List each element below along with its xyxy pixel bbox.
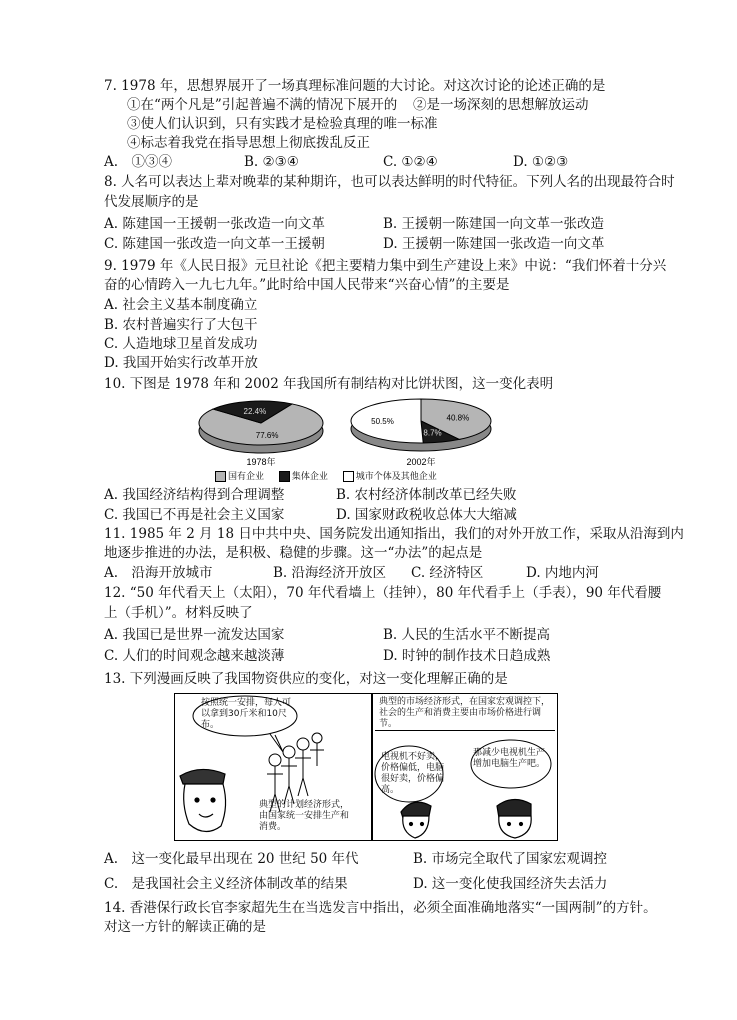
cartoon-right-bubble-1: 电视机不好卖，价格偏低，电脑很好卖，价格偏高。 bbox=[381, 752, 445, 795]
q7-statement-2: ②是一场深刻的思想解放运动 bbox=[413, 97, 589, 113]
q8-stem-line2: 代发展顺序的是 bbox=[104, 194, 199, 210]
q11-option-a: A. 沿海开放城市 bbox=[104, 565, 213, 581]
pie-2002-label-2: 50.5% bbox=[371, 417, 394, 427]
pie-1978-year: 1978年 bbox=[246, 457, 276, 467]
q13-option-a: A. 这一变化最早出现在 20 世纪 50 年代 bbox=[104, 851, 359, 867]
q8-stem-line1: 8. 人名可以表达上辈对晚辈的某种期许，也可以表达鲜明的时代特征。下列人名的出现最符合时 bbox=[104, 174, 675, 190]
q10-option-b: B. 农村经济体制改革已经失败 bbox=[336, 487, 517, 503]
q13-option-b: B. 市场完全取代了国家宏观调控 bbox=[413, 851, 608, 867]
legend-label-private: 城市个体及其他企业 bbox=[355, 472, 437, 482]
q11-stem-line2: 地逐步推进的办法，是积极、稳健的步骤。这一“办法”的起点是 bbox=[104, 545, 483, 561]
legend-swatch-private bbox=[343, 471, 354, 482]
q9-option-d: D. 我国开始实行改革开放 bbox=[104, 355, 258, 371]
q9-option-c: C. 人造地球卫星首发成功 bbox=[104, 336, 258, 352]
q7-stem: 7. 1978 年，思想界展开了一场真理标准问题的大讨论。对这次讨论的论述正确的是 bbox=[104, 78, 606, 94]
legend-swatch-state bbox=[215, 471, 226, 482]
q9-stem-line2: 奋的心情跨入一九七九年。”此时给中国人民带来“兴奋心情”的主要是 bbox=[104, 277, 510, 293]
ownership-pie-chart bbox=[195, 393, 515, 469]
q13-option-d: D. 这一变化使我国经济失去活力 bbox=[413, 876, 608, 892]
cartoon-left-caption: 典型的计划经济形式，由国家统一安排生产和消费。 bbox=[259, 800, 350, 832]
q12-option-b: B. 人民的生活水平不断提高 bbox=[383, 627, 551, 643]
q11-stem-line1: 11. 1985 年 2 月 18 日中共中央、国务院发出通知指出，我们的对外开放工作，采取从沿海到内 bbox=[104, 526, 684, 542]
q12-option-d: D. 时钟的制作技术日趋成熟 bbox=[383, 648, 551, 664]
legend-item-private bbox=[343, 472, 437, 482]
q11-option-c: C. 经济特区 bbox=[411, 565, 484, 581]
q14-stem-line1: 14. 香港保行政长官李家超先生在当选发言中指出，必须全面准确地落实“一国两制”的方针。 bbox=[104, 900, 657, 916]
q9-stem-line1: 9. 1979 年《人民日报》元旦社论《把主要精力集中到生产建设上来》中说：“我们怀着十分兴 bbox=[104, 258, 667, 274]
q7-statement-1: ①在“两个凡是”引起普遍不满的情况下展开的 bbox=[127, 97, 398, 113]
q7-option-b: B. ②③④ bbox=[244, 154, 299, 170]
cartoon-right-top-text: 典型的市场经济形式，在国家宏观调控下，社会的生产和消费主要由市场价格进行调节。 bbox=[379, 697, 551, 729]
q14-stem-line2: 对这一方针的解读正确的是 bbox=[104, 919, 266, 935]
q11-option-b: B. 沿海经济开放区 bbox=[273, 565, 387, 581]
q7-statement-3: ③使人们认识到，只有实践才是检验真理的唯一标准 bbox=[127, 116, 438, 132]
q13-option-c: C. 是我国社会主义经济体制改革的结果 bbox=[104, 876, 348, 892]
legend-label-collective: 集体企业 bbox=[291, 472, 328, 482]
q10-option-d: D. 国家财政税收总体大大缩减 bbox=[336, 507, 517, 523]
q10-option-c: C. 我国已不再是社会主义国家 bbox=[104, 507, 285, 523]
q12-option-a: A. 我国已是世界一流发达国家 bbox=[104, 627, 285, 643]
cartoon-left-bubble: 按照统一安排，每人可以拿到30斤米和10尺布。 bbox=[201, 698, 292, 730]
q8-option-b: B. 王援朝一陈建国一向文革一张改造 bbox=[383, 216, 605, 232]
legend-item-state bbox=[215, 472, 264, 482]
q11-option-d: D. 内地内河 bbox=[526, 565, 599, 581]
q7-option-d: D. ①②③ bbox=[513, 154, 569, 170]
legend-item-collective bbox=[279, 472, 328, 482]
q12-stem-line1: 12. “50 年代看天上（太阳），70 年代看墙上（挂钟），80 年代看手上（手表），90 年代看腰 bbox=[104, 585, 662, 601]
q8-option-d: D. 王援朝一陈建国一张改造一向文革 bbox=[383, 236, 605, 252]
pie-legend bbox=[215, 469, 449, 482]
legend-label-state: 国有企业 bbox=[228, 472, 265, 482]
q12-option-c: C. 人们的时间观念越来越淡薄 bbox=[104, 648, 285, 664]
q7-option-a: A. ①③④ bbox=[104, 154, 173, 170]
q8-option-c: C. 陈建国一张改造一向文革一王援朝 bbox=[104, 236, 325, 252]
q7-option-c: C. ①②④ bbox=[383, 154, 438, 170]
legend-swatch-collective bbox=[279, 471, 290, 482]
pie-1978 bbox=[199, 401, 323, 453]
q7-statement-4: ④标志着我党在指导思想上彻底拨乱反正 bbox=[127, 135, 370, 151]
q10-option-a: A. 我国经济结构得到合理调整 bbox=[104, 487, 285, 503]
cartoon-right-bubble-2: 那减少电视机生产增加电脑生产吧。 bbox=[473, 748, 546, 769]
q8-option-a: A. 陈建国一王援朝一张改造一向文革 bbox=[104, 216, 325, 232]
pie-1978-label-0: 77.6% bbox=[255, 430, 279, 440]
q13-stem: 13. 下列漫画反映了我国物资供应的变化，对这一变化理解正确的是 bbox=[104, 671, 508, 687]
pie-2002-label-1: 8.7% bbox=[423, 428, 442, 438]
pie-1978-label-1: 22.4% bbox=[243, 407, 267, 417]
q12-stem-line2: 上（手机）”。材料反映了 bbox=[104, 605, 253, 621]
pie-2002-label-0: 40.8% bbox=[446, 413, 470, 423]
q9-option-a: A. 社会主义基本制度确立 bbox=[104, 297, 258, 313]
economy-cartoon bbox=[174, 693, 558, 841]
pie-2002-year: 2002年 bbox=[406, 457, 436, 467]
pie-2002 bbox=[351, 399, 491, 451]
q9-option-b: B. 农村普遍实行了大包干 bbox=[104, 317, 258, 333]
q10-stem: 10. 下图是 1978 年和 2002 年我国所有制结构对比饼状图，这一变化表明 bbox=[104, 376, 554, 392]
